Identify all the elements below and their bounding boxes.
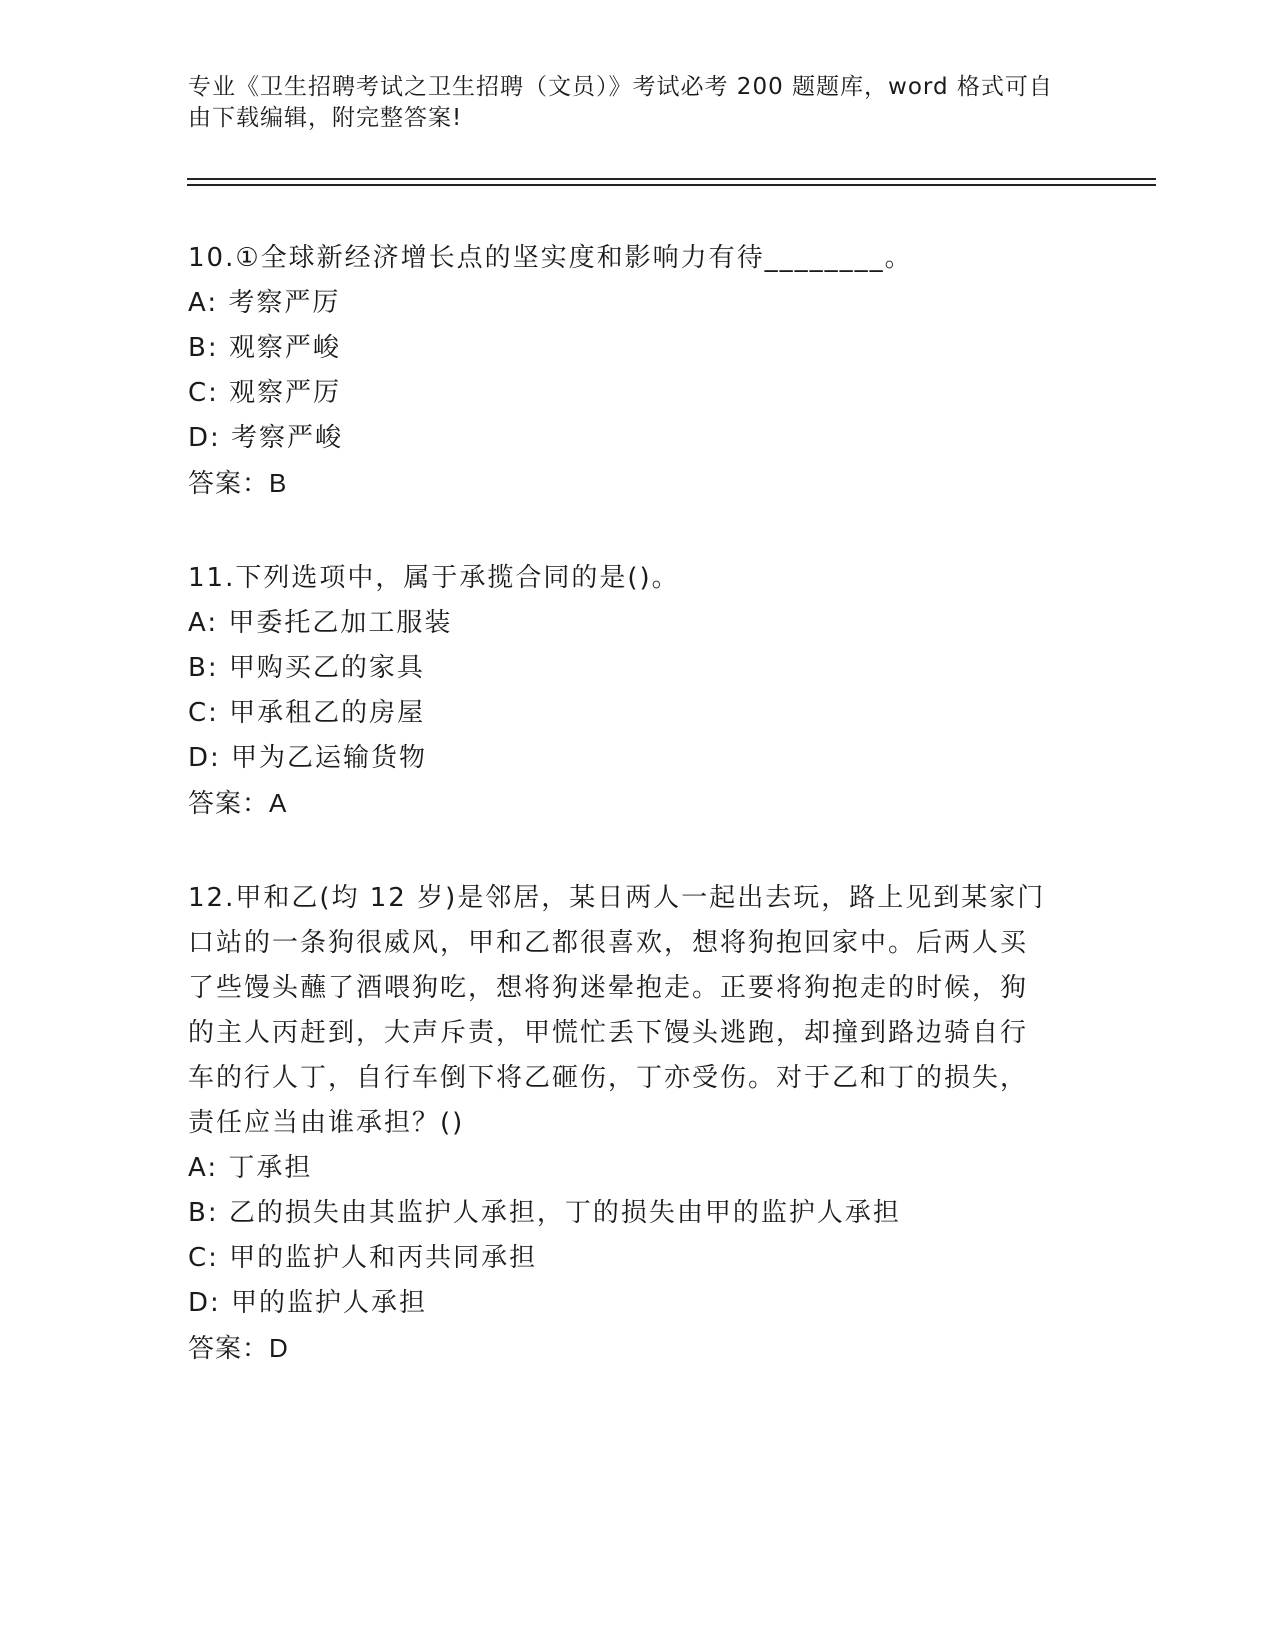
question-stem-line-5: 车的行人丁，自行车倒下将乙砸伤，丁亦受伤。对于乙和丁的损失， bbox=[188, 1063, 1029, 1093]
question-stem: 11.下列选项中，属于承揽合同的是()。 bbox=[188, 563, 680, 593]
option-c: C: 观察严厉 bbox=[188, 378, 342, 408]
option-d: D: 甲为乙运输货物 bbox=[188, 743, 428, 773]
document-header bbox=[188, 72, 1068, 134]
question-11 bbox=[188, 556, 1068, 826]
option-a: A: 考察严厉 bbox=[188, 288, 341, 318]
option-c: C: 甲承租乙的房屋 bbox=[188, 698, 426, 728]
question-stem: 10.①全球新经济增长点的坚实度和影响力有待________。 bbox=[188, 243, 913, 273]
question-stem-line-4: 的主人丙赶到，大声斥责，甲慌忙丢下馒头逃跑，却撞到路边骑自行 bbox=[188, 1018, 1029, 1048]
option-a: A: 丁承担 bbox=[188, 1153, 313, 1183]
answer-line: 答案：A bbox=[188, 788, 288, 818]
header-divider-bottom bbox=[187, 184, 1156, 186]
option-c: C: 甲的监护人和丙共同承担 bbox=[188, 1243, 538, 1273]
header-line-2: 由下载编辑，附完整答案! bbox=[188, 105, 463, 131]
option-b: B: 甲购买乙的家具 bbox=[188, 653, 425, 683]
answer-line: 答案：B bbox=[188, 468, 288, 498]
option-d: D: 甲的监护人承担 bbox=[188, 1288, 428, 1318]
question-10 bbox=[188, 236, 1068, 506]
question-stem-line-1: 12.甲和乙(均 12 岁)是邻居，某日两人一起出去玩，路上见到某家门 bbox=[188, 883, 1046, 913]
question-stem-line-6: 责任应当由谁承担？() bbox=[188, 1108, 465, 1138]
question-stem-line-3: 了些馒头蘸了酒喂狗吃，想将狗迷晕抱走。正要将狗抱走的时候，狗 bbox=[188, 973, 1029, 1003]
option-b: B: 乙的损失由其监护人承担，丁的损失由甲的监护人承担 bbox=[188, 1198, 901, 1228]
header-line-1: 专业《卫生招聘考试之卫生招聘（文员）》考试必考 200 题题库，word 格式可自 bbox=[188, 74, 1053, 100]
option-d: D: 考察严峻 bbox=[188, 423, 344, 453]
option-b: B: 观察严峻 bbox=[188, 333, 341, 363]
question-12 bbox=[188, 876, 1068, 1371]
question-stem-line-2: 口站的一条狗很威风，甲和乙都很喜欢，想将狗抱回家中。后两人买 bbox=[188, 928, 1029, 958]
option-a: A: 甲委托乙加工服装 bbox=[188, 608, 453, 638]
answer-line: 答案：D bbox=[188, 1333, 289, 1363]
header-divider-top bbox=[187, 178, 1156, 180]
